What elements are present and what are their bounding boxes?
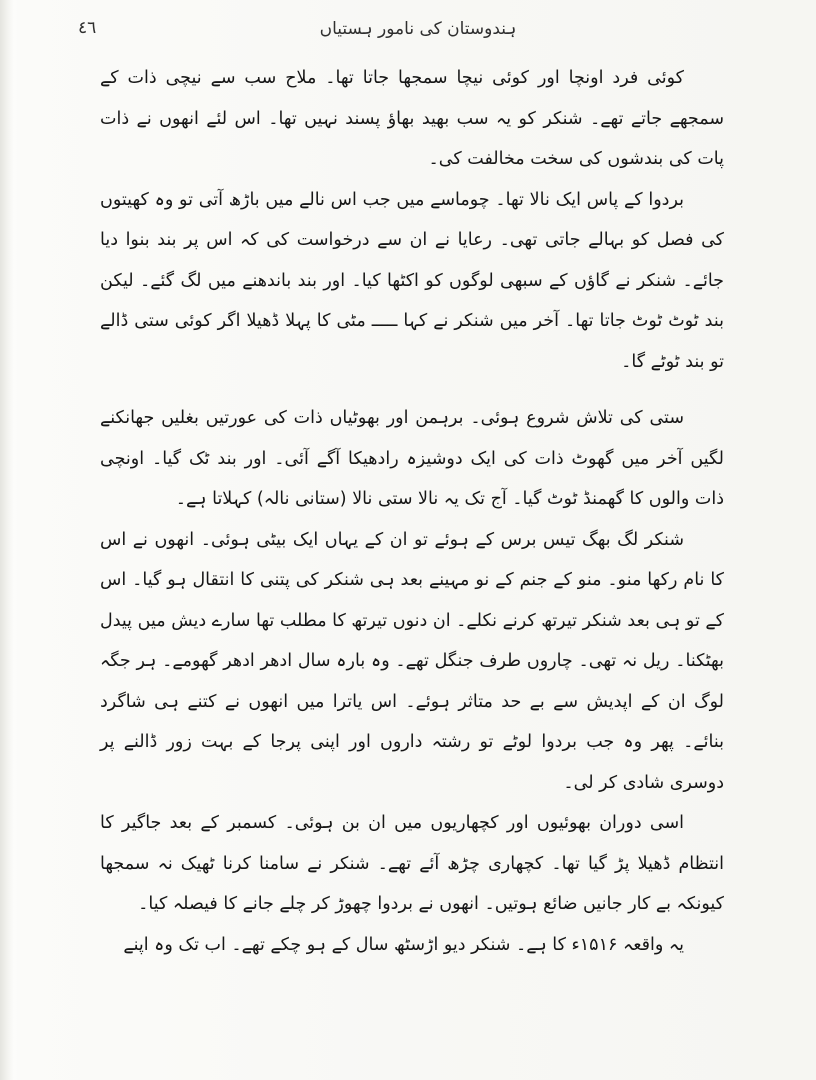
- paragraph-pilgrimage: شنکر لگ بھگ تیس برس کے ہوئے تو ان کے یہاں ایک بیٹی ہوئی۔ انھوں نے اس کا نام رکھا منو۔ منو کے جنم کے نو مہینے بعد ہی شنکر کی پتنی کا انتقال ہو گیا۔ اس کے تو ہی بعد شنکر تیرتھ کرنے نکلے۔ ان دنوں تیرتھ کا مطلب تھا سارے دیش میں پیدل بھٹکنا۔ ریل نہ تھی۔ چاروں طرف جنگل تھے۔ وہ بارہ سال ادھر ادھر گھومے۔ ہر جگہ لوگ ان کے اپدیش سے بے حد متاثر ہوئے۔ اس یاترا میں انھوں نے کتنے ہی شاگرد بنائے۔ پھر وہ جب بردوا لوٹے تو رشتہ داروں اور اپنی پرجا کے بہت زور ڈالنے پر دوسری شادی کر لی۔: [100, 529, 724, 793]
- page-header: [60, 14, 776, 50]
- scan-edge-shadow: [0, 0, 14, 1080]
- page-number: ٤٦: [78, 18, 97, 38]
- paragraph-conflict: اسی دوران بھوئیوں اور کچھاریوں میں ان بن ہوئی۔ کسمبر کے بعد جاگیر کا انتظام ڈھیلا پڑ گیا تھا۔ کچھاری چڑھ آئے تھے۔ شنکر نے سامنا کرنا ٹھیک نہ سمجھا کیونکہ بے کار جانیں ضائع ہوتیں۔ انھوں نے بردوا چھوڑ کر چلے جانے کا فیصلہ کیا۔: [100, 813, 724, 914]
- paragraph-sati-search: ستی کی تلاش شروع ہوئی۔ برہمن اور بھوٹیاں ذات کی عورتیں بغلیں جھانکنے لگیں آخر میں گھوٹ ذات کی ایک دوشیزہ رادھیکا آگے آئی۔ اور بند ٹک گیا۔ اونچی ذات والوں کا گھمنڈ ٹوٹ گیا۔ آج تک یہ نالا ستی نالا (ستانی نالہ) کہلاتا ہے۔: [100, 408, 724, 509]
- paragraph-event-year: یہ واقعہ ۱۵۱۶ء کا ہے۔ شنکر دیو اڑسٹھ سال کے ہو چکے تھے۔ اب تک وہ اپنے: [123, 934, 684, 955]
- paragraph-caste-opposition: کوئی فرد اونچا اور کوئی نیچا سمجھا جاتا تھا۔ ملاح سب سے نیچی ذات کے سمجھے جاتے تھے۔ شنکر کو یہ سب بھید بھاؤ پسند نہیں تھا۔ اس لئے انھوں نے ذات پات کی بندشوں کی سخت مخالفت کی۔: [100, 68, 724, 169]
- body-text: [100, 58, 724, 965]
- running-title: ہندوستان کی نامور ہستیاں: [319, 19, 517, 39]
- paragraph-dam-on-stream: بردوا کے پاس ایک نالا تھا۔ چوماسے میں جب اس نالے میں باڑھ آتی تو وہ کھیتوں کی فصل کو بہالے جاتی تھی۔ رعایا نے ان سے درخواست کی کہ اس پر بند بنوا دیا جائے۔ شنکر نے گاؤں کے سبھی لوگوں کو اکٹھا کیا۔ اور بند باندھنے میں لگ گئے۔ لیکن بند ٹوٹ ٹوٹ جاتا تھا۔ آخر میں شنکر نے کہا ـــــ مٹی کا پہلا ڈھیلا اگر کوئی ستی ڈالے تو بند ٹوٹے گا۔: [100, 189, 724, 372]
